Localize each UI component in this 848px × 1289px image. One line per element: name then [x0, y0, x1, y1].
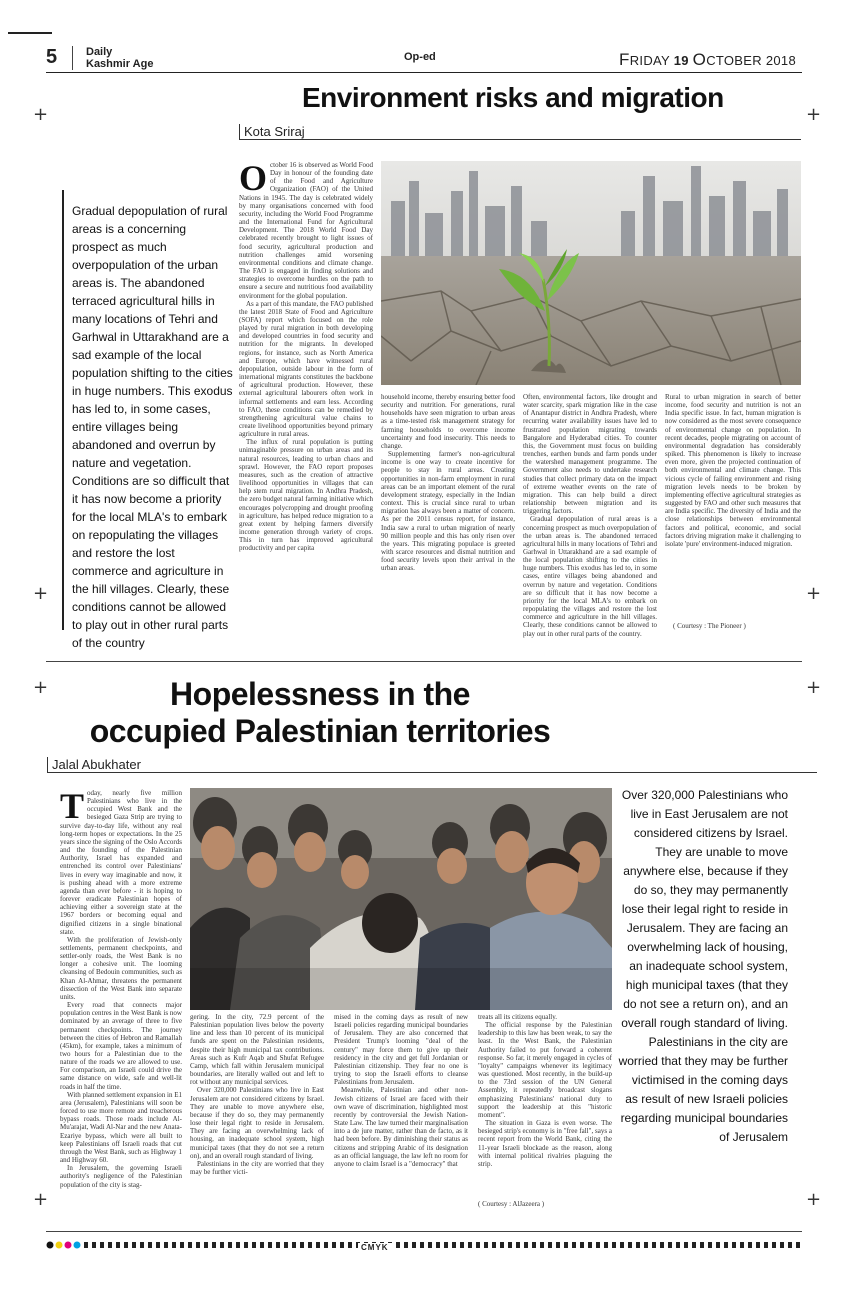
article2-column-3: mised in the coming days as result of new Israeli policies regarding municipal boundaries of Jerusalem. They are also concerned that President Trump's looming "deal of the century" may force them to give up their residency in the city and get full Jordanian or Palestinian citizenship. They fear no one is trying to stop the Israeli efforts to cleanse Palestinians from Jerusalem. Meanwhile, Palestinian and other non-Jewish citizens of Israel are faced with their own wave of discrimination, highlighted most recently by controversial the Jewish Nation-State Law. The law turned their marginalisation into a de jure matter, rather than de facto, as it had been before. By diminishing their status as citizens and stripping Arabic of its designation as an official language, the law left no room for anyone to claim Israel is a "democracy" that — [334, 1013, 468, 1168]
header-rule — [46, 72, 802, 73]
newspaper-name-line1: Daily — [86, 46, 113, 58]
article1-byline-rule — [239, 139, 801, 140]
header-top-line — [8, 32, 52, 34]
article2-pull-quote: Over 320,000 Palestinians who live in East Jerusalem are not considered citizens by Israel. They are unable to move anywhere else, because if they do so, they may permanently lose their legal right to reside in Jerusalem. They are facing an overwhelming lack of housing, an inadequate school system, high municipal taxes (that they do not see a return on), and an overall rough standard of living. Palestinians in the city are worried that they may be further victimised in the coming days as result of new Israeli policies regarding municipal boundaries of Jerusalem — [618, 788, 788, 1144]
article1-photo-sapling-cracked-earth — [381, 161, 801, 385]
registration-strip — [84, 1242, 802, 1248]
bottom-rule — [46, 1231, 802, 1232]
article2-headline — [40, 676, 600, 750]
cmyk-label: CMYK — [358, 1243, 392, 1252]
color-dots-icon — [46, 1239, 86, 1251]
article2-dropcap: T — [60, 789, 85, 826]
article2-photo-mourners — [190, 788, 612, 1010]
article1-byline: Kota Sriraj — [239, 124, 305, 139]
section-divider — [46, 661, 802, 662]
page-number: 5 — [46, 46, 58, 68]
registration-mark: + — [806, 583, 822, 604]
article2-byline: Jalal Abukhater — [47, 757, 141, 772]
article1-column-4: Rural to urban migration in search of better income, food security and nutrition is not an India specific issue. In fact, human migration is now considered as the most severe consequence of environmental change on population. In recent decades, people migrating on account of environmental degradation has considerably spiked. This phenomenon is likely to increase even more, given the projected continuation of both environmental and climate change. This vicious cycle of failing environment and rising migration levels needs to be broken by implementing effective agricultural strategies as suggested by FAO and other such measures that are India specific. The diversity of India and the close relationships between environmental factors and political, economic, and social factors driving migration make it challenging to isolate 'pure' environment-induced migration. — [665, 393, 801, 548]
article1-dropcap: O — [239, 161, 268, 198]
registration-mark: + — [33, 104, 49, 125]
article1-column-1: October 16 is observed as World Food Day in honour of the founding date of the Food and Agriculture Organization (FAO) of the United Nations in 1945. The day is celebrated widely by many organisations concerned with food security, including the World Food Programme and the International Fund for Agricultural Development. The 2018 World Food Day celebrated recently brought to light issues of food security, agricultural production and nutrition challenges amid worsening environmental conditions and climate change. The FAO is engaged in finding solutions and strategies to overcome hurdles on the path to ensure a secure and nutritious food availability environment for the global population. As a part of this mandate, the FAO published the latest 2018 State of Food and Agriculture (SOFA) report which focused on the role played by rural migration in both developing and developed countries in food security and nutrition for the migrants. In developed regions, for instance, such as North America and Europe, which have witnessed rural depopulation, outside labour in the form of international migrants constitutes the backbone of agricultural production. However, these external agricultural labourers often work in informal settlements and earn less. According to FAO, these conditions can be remedied by strengthening agricultural value chains to create livelihood opportunities beyond primary agriculture in rural areas. The influx of rural population is putting unimaginable pressure on urban areas and its natural resources, leading to urban chaos and sprawl. However, the FAO report proposes measures, such as the creation of attractive livelihood opportunities in villages that can help stem rural migration. In Andhra Pradesh, the zero budget natural farming initiative which encourages polycropping and drought proofing in agriculture, has helped reduce migration to a great extent by helping farmers diversify income generation through variety of crops. This in turn has improved agricultural productivity and per capita — [239, 161, 373, 553]
article2-column-4: treats all its citizens equally. The official response by the Palestinian leadership to this law has been weak, to say the least. In the West Bank, the Palestinian Authority failed to put forward a coherent response. So far, it merely engaged in cycles of "loyalty" campaigns whenever its legitimacy was questioned. Most recently, in the build-up to the 73rd session of the UN General Assembly, it repeatedly broadcast slogans emphasizing Palestinians' national duty to support the leadership at this "historic moment". The situation in Gaza is even worse. The besieged strip's economy is in "free fall", says a recent report from the World Bank, citing the 11-year Israeli blockade as the reason, along with internal political rivalries plaguing the strip. — [478, 1013, 612, 1168]
article1-pull-quote: Gradual depopulation of rural areas is a concerning prospect as much overpopulation of the urban areas is. The abandoned terraced agricultural hills in many locations of Tehri and Garhwal in Uttarakhand are a sad example of the local population shifting to the cities in huge numbers. This exodus has led to, in some cases, entire villages being abandoned and overrun by nature and vegetation. Conditions are so difficult that it has now become a priority for the local MLA's to embark on repopulating the villages and restore the lost commerce and agriculture in the hill villages. Clearly, these conditions cannot be allowed to play out in other rural parts of the country — [62, 190, 234, 630]
newspaper-name-line2: Kashmir Age — [86, 58, 154, 70]
article2-courtesy: ( Courtesy : AlJazeera ) — [478, 1200, 545, 1208]
newspaper-name — [86, 46, 153, 70]
article1-column-2: household income, thereby ensuring better food security and nutrition. For generations, rural households have seen migration to urban areas as a time-tested risk management strategy for farming households to overcome income uncertainty and food insecurity. This needs to change. Supplementing farmer's non-agricultural income is one way to create incentive for people to stay in rural areas. Creating opportunities in non-farm employment in rural areas can be an important element of the rural development strategy, especially in the Indian context. This is crucial since rural to urban migration has always been a matter of concern. As per the 2011 census report, for instance, India saw a rural to urban migration of nearly 90 million people and this has only risen over the years. This migrating populace is greeted with scarce resources and dismal nutrition and food security levels upon their arrival in the urban areas. — [381, 393, 515, 573]
registration-mark: + — [806, 677, 822, 698]
issue-date: FRIDAY 19 OCTOBER 2018 — [619, 50, 796, 69]
header-separator — [72, 46, 73, 70]
section-label: Op-ed — [404, 51, 436, 63]
article1-courtesy: ( Courtesy : The Pioneer ) — [673, 622, 746, 630]
registration-mark: + — [806, 104, 822, 125]
registration-mark: + — [806, 1189, 822, 1210]
article2-byline-rule — [47, 772, 817, 773]
color-registration-bar — [46, 1239, 802, 1251]
registration-mark: + — [33, 1189, 49, 1210]
registration-mark: + — [33, 677, 49, 698]
article1-headline: Environment risks and migration — [302, 82, 724, 113]
registration-mark: + — [33, 583, 49, 604]
article2-column-2: gering. In the city, 72.9 percent of the Palestinian population lives below the poverty line and less than 10 percent of its municipal funds are spent on the Palestinian residents, despite their high municipal tax contributions. Areas such as Kufr Aqab and Shufat Refugee Camp, which fall within Jerusalem municipal boundaries, are literally walled out and left to rot without any municipal services. Over 320,000 Palestinians who live in East Jerusalem are not considered citizens by Israel. They are unable to move anywhere else, because if they do so, they may permanently lose their legal right to reside in Jerusalem. They are facing an overwhelming lack of housing, an inadequate school system, high municipal taxes (that they do not see a return on), and an overall rough standard of living. Palestinians in the city are worried that they may be further victi- — [190, 1013, 324, 1176]
article2-headline-line1: Hopelessness in the — [170, 676, 470, 712]
article2-column-1: Today, nearly five million Palestinians who live in the occupied West Bank and the besieged Gaza Strip are trying to survive day-to-day life, without any real long-term hopes or expectations. In the 25 years since the signing of the Oslo Accords and the founding of the Palestinian Authority, Israel has expanded and entrenched its control over Palestinians' lives in every way imaginable and now, it is pushing ahead with a more extreme agenda than ever before - it is hoping to forever eradicate Palestinian hopes of achieving either a sovereign state at the 1967 borders or becoming equal and dignified citizens in a single binational state. With the proliferation of Jewish-only settlements, permanent checkpoints, and settler-only roads, the West Bank is no longer a cohesive unit. The looming cleansing of Bedouin communities, such as Khan Al-Ahmar, threatens the permanent dissection of the West Bank into separate units. Every road that connects major population centres in the West Bank is now dominated by an average of three to five permanent checkpoints. The journey between the cities of Hebron and Ramallah (45km), for example, takes a minimum of two hours for a Palestinian due to the nature of the roads we are allowed to use. For comparison, an Israeli could drive the same distance on wide, safe and well-lit roads in half the time. With planned settlement expansion in E1 area (Jerusalem), Palestinians will soon be forced to use more remote and treacherous bypass roads. Those roads include Al-Mu'arajat, Wadi Al-Nar and the new Anata-Ezariye bypass, which were all built to keep Palestinians off Israeli roads that cut through the West Bank, such as Highway 1 and Highway 60. In Jerusalem, the governing Israeli authority's negligence of the Palestinian population of the city is stag- — [60, 789, 182, 1189]
article1-column-3: Often, environmental factors, like drought and water scarcity, spark migration like in the case of Anantapur district in Andhra Pradesh, where recurring water availability issues have led to frustrated population migrating towards Bangalore and Hyderabad cities. To counter this, the Government must focus on building trenches, earthen bunds and farm ponds under the watershed management programme. The Government also needs to undertake research studies that collect primary data on the impact of extreme weather events on the rate of migration. This can help build a direct relationship between migration and its triggering factors. Gradual depopulation of rural areas is a concerning prospect as much overpopulation of the urban areas is. The abandoned terraced agricultural hills in many locations of Tehri and Garhwal in Uttarakhand are a sad example of the local population shifting to the cities in huge numbers. This exodus has led to, in some cases, entire villages being abandoned and overrun by nature and vegetation. Conditions are so difficult that it has now become a priority for the local MLA's to embark on repopulating the villages and restore the lost commerce and agriculture in the hill villages. Clearly, these conditions cannot be allowed to play out in other rural parts of the country. — [523, 393, 657, 638]
article2-headline-line2: occupied Palestinian territories — [89, 713, 551, 749]
